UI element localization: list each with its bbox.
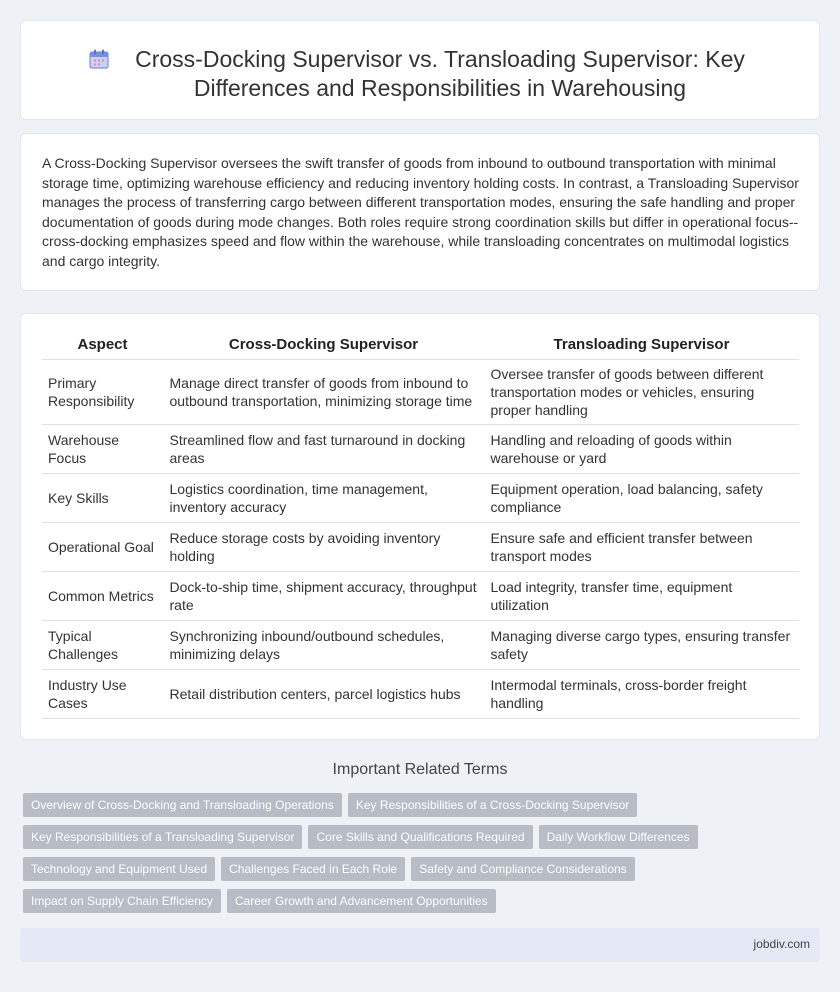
intro-paragraph: A Cross-Docking Supervisor oversees the swift transfer of goods from inbound to outbound transportation with minimal storage time, optimizing warehouse efficiency and reducing inventory holding costs. In contrast, a Transloading Supervisor manages the process of transferring cargo between different transportation modes, ensuring the safe handling and proper documentation of goods during mode changes. Both roles require strong coordination skills but differ in operational focus--cross-docking emphasizes speed and flow within the warehouse, while transloading concentrates on multimodal logistics and cargo integrity. <box>42 155 799 269</box>
tag-row <box>23 889 823 913</box>
cross-docking-cell: Streamlined flow and fast turnaround in docking areas <box>163 424 484 473</box>
transloading-cell: Intermodal terminals, cross-border freight handling <box>484 669 799 718</box>
header-transloading: Transloading Supervisor <box>484 331 799 359</box>
tag-row <box>23 825 823 849</box>
aspect-cell: Industry Use Cases <box>42 669 163 718</box>
cross-docking-cell: Retail distribution centers, parcel logistics hubs <box>163 669 484 718</box>
table-row <box>42 473 799 522</box>
footer-site-link[interactable]: jobdiv.com <box>753 937 810 951</box>
cross-docking-cell: Logistics coordination, time management, inventory accuracy <box>163 473 484 522</box>
tag-row <box>23 793 823 817</box>
related-term-tag[interactable]: Overview of Cross-Docking and Transloading Operations <box>23 793 342 817</box>
aspect-cell: Typical Challenges <box>42 620 163 669</box>
intro-card <box>20 133 820 291</box>
related-term-tag[interactable]: Technology and Equipment Used <box>23 857 215 881</box>
page-title: Cross-Docking Supervisor vs. Transloading Supervisor: Key Differences and Responsibilities in Warehousing <box>135 46 745 101</box>
table-row <box>42 359 799 424</box>
table-row <box>42 620 799 669</box>
comparison-table <box>42 331 799 719</box>
aspect-cell: Key Skills <box>42 473 163 522</box>
comparison-table-card <box>20 313 820 740</box>
related-terms-list <box>23 793 823 921</box>
aspect-cell: Operational Goal <box>42 522 163 571</box>
transloading-cell: Ensure safe and efficient transfer between transport modes <box>484 522 799 571</box>
transloading-cell: Equipment operation, load balancing, safety compliance <box>484 473 799 522</box>
transloading-cell: Handling and reloading of goods within warehouse or yard <box>484 424 799 473</box>
table-row <box>42 424 799 473</box>
related-term-tag[interactable]: Challenges Faced in Each Role <box>221 857 405 881</box>
aspect-cell: Primary Responsibility <box>42 359 163 424</box>
cross-docking-cell: Reduce storage costs by avoiding inventory holding <box>163 522 484 571</box>
title-card <box>20 20 820 120</box>
related-term-tag[interactable]: Core Skills and Qualifications Required <box>308 825 532 849</box>
transloading-cell: Managing diverse cargo types, ensuring transfer safety <box>484 620 799 669</box>
tag-row <box>23 857 823 881</box>
aspect-cell: Warehouse Focus <box>42 424 163 473</box>
related-term-tag[interactable]: Safety and Compliance Considerations <box>411 857 634 881</box>
related-term-tag[interactable]: Key Responsibilities of a Cross-Docking Supervisor <box>348 793 637 817</box>
related-term-tag[interactable]: Daily Workflow Differences <box>539 825 698 849</box>
transloading-cell: Oversee transfer of goods between different transportation modes or vehicles, ensuring proper handling <box>484 359 799 424</box>
table-row <box>42 522 799 571</box>
related-term-tag[interactable]: Career Growth and Advancement Opportunities <box>227 889 496 913</box>
cross-docking-cell: Manage direct transfer of goods from inbound to outbound transportation, minimizing storage time <box>163 359 484 424</box>
cross-docking-cell: Synchronizing inbound/outbound schedules, minimizing delays <box>163 620 484 669</box>
table-header-row <box>42 331 799 359</box>
footer-bar <box>20 928 820 962</box>
table-row <box>42 571 799 620</box>
related-term-tag[interactable]: Impact on Supply Chain Efficiency <box>23 889 221 913</box>
cross-docking-cell: Dock-to-ship time, shipment accuracy, throughput rate <box>163 571 484 620</box>
table-row <box>42 669 799 718</box>
related-term-tag[interactable]: Key Responsibilities of a Transloading Supervisor <box>23 825 302 849</box>
header-aspect: Aspect <box>42 331 163 359</box>
transloading-cell: Load integrity, transfer time, equipment utilization <box>484 571 799 620</box>
related-terms-title: Important Related Terms <box>332 761 508 778</box>
aspect-cell: Common Metrics <box>42 571 163 620</box>
header-cross-docking: Cross-Docking Supervisor <box>163 331 484 359</box>
